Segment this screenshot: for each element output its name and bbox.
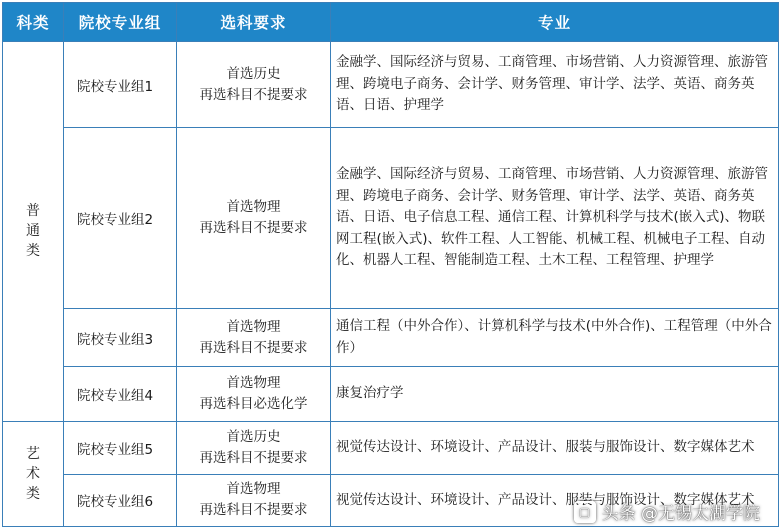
majors-cell: 金融学、国际经济与贸易、工商管理、市场营销、人力资源管理、旅游管理、跨境电子商务、会计学、财务管理、审计学、法学、英语、商务英语、日语、护理学 <box>331 42 779 128</box>
subject-secondary: 再选科目不提要求 <box>199 339 308 356</box>
subject-secondary: 再选科目必选化学 <box>199 395 308 412</box>
subject-primary: 首选物理 <box>226 481 281 498</box>
category-char: 类 <box>26 243 40 260</box>
subject-primary: 首选历史 <box>226 428 281 445</box>
group-cell: 院校专业组5 <box>64 421 177 474</box>
subject-cell <box>177 367 331 421</box>
subject-primary: 首选物理 <box>226 374 281 391</box>
table-row <box>3 309 779 367</box>
subject-secondary: 再选科目不提要求 <box>199 502 308 519</box>
table-row <box>3 421 779 474</box>
header-category: 科类 <box>3 3 64 42</box>
category-char: 艺 <box>26 445 40 462</box>
majors-cell: 康复治疗学 <box>331 367 779 421</box>
majors-cell: 视觉传达设计、环境设计、产品设计、服装与服饰设计、数字媒体艺术 <box>331 421 779 474</box>
group-cell: 院校专业组1 <box>64 42 177 128</box>
watermark <box>574 499 760 524</box>
subject-cell <box>177 421 331 474</box>
header-majors: 专业 <box>331 3 779 42</box>
toutiao-logo-icon: ▢ <box>574 501 596 523</box>
table-row <box>3 367 779 421</box>
table-row <box>3 42 779 128</box>
subject-cell <box>177 128 331 309</box>
subject-secondary: 再选科目不提要求 <box>199 86 308 103</box>
header-group: 院校专业组 <box>64 3 177 42</box>
table-row <box>3 128 779 309</box>
majors-cell: 金融学、国际经济与贸易、工商管理、市场营销、人力资源管理、旅游管理、跨境电子商务、会计学、财务管理、审计学、法学、英语、商务英语、日语、电子信息工程、通信工程、计算机科学与技术(嵌入式)、物联网工程(嵌入式)、软件工程、人工智能、机械工程、机械电子工程、自动化、机器人工程、智能制造工程、土木工程、工程管理、护理学 <box>331 128 779 309</box>
header-row <box>3 3 779 42</box>
group-cell: 院校专业组4 <box>64 367 177 421</box>
category-cell-general <box>3 42 64 422</box>
subject-cell <box>177 474 331 526</box>
admission-table <box>2 2 779 527</box>
category-char: 普 <box>26 203 40 220</box>
category-char: 类 <box>26 485 40 502</box>
subject-primary: 首选物理 <box>226 318 281 335</box>
majors-cell: 视觉传达设计、环境设计、产品设计、服装与服饰设计、数字媒体艺术 <box>331 474 779 526</box>
category-char: 术 <box>26 465 40 482</box>
header-subjects: 选科要求 <box>177 3 331 42</box>
subject-secondary: 再选科目不提要求 <box>199 220 308 237</box>
subject-secondary: 再选科目不提要求 <box>199 449 308 466</box>
group-cell: 院校专业组6 <box>64 474 177 526</box>
watermark-text: 头条 @无锡太湖学院 <box>601 504 760 524</box>
category-cell-art <box>3 421 64 526</box>
subject-cell <box>177 309 331 367</box>
table-header <box>3 3 779 42</box>
subject-primary: 首选物理 <box>226 199 281 216</box>
majors-cell: 通信工程（中外合作）、计算机科学与技术(中外合作)、工程管理（中外合作） <box>331 309 779 367</box>
table-body <box>3 42 779 527</box>
group-cell: 院校专业组2 <box>64 128 177 309</box>
category-char: 通 <box>26 223 40 240</box>
subject-primary: 首选历史 <box>226 65 281 82</box>
group-cell: 院校专业组3 <box>64 309 177 367</box>
subject-cell <box>177 42 331 128</box>
